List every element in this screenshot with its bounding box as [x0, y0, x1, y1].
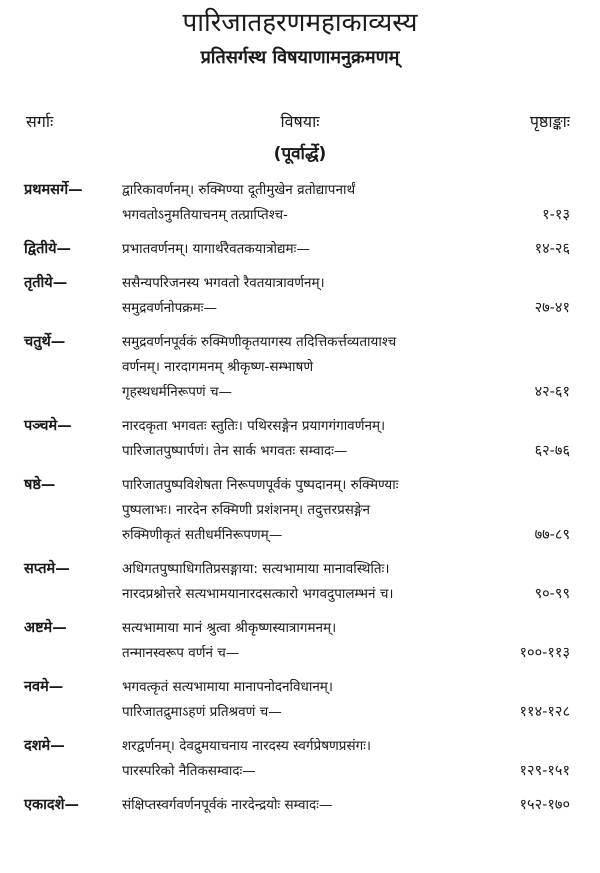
- subject-line: [0, 330, 600, 355]
- subject-text: शरद्वर्णनम्। देवद्रुमयाचनाय नारदस्य स्वर्गप्रेषणप्रसंगः।: [122, 738, 372, 754]
- contents-entry: [0, 271, 600, 321]
- subject-text: तन्मानस्वरूप वर्णनं च—: [122, 645, 240, 661]
- contents-entry: [0, 473, 600, 548]
- subject-text: पारिजातपुष्पविशेषता निरूपणपूर्वकं पुष्पदानम्। रुक्मिण्याः: [122, 477, 399, 493]
- page-range: ७७-८९: [534, 527, 570, 543]
- canto-label: पञ्चमे—: [24, 418, 72, 434]
- subject-text: समुद्रवर्णनपूर्वकं रुक्मिणीकृतयागस्य तदित्तिकर्त्तव्यतायाश्च: [122, 334, 397, 350]
- subject-text: पुष्पलाभः। नारदेन रुक्मिणी प्रशंशनम्। तदुत्तरप्रसङ्गेन: [122, 502, 370, 518]
- header-subject: विषयाः: [280, 112, 320, 131]
- canto-label: प्रथमसर्गे—: [24, 182, 83, 198]
- subject-line: [0, 380, 600, 405]
- subject-line: [0, 439, 600, 464]
- subject-line: [0, 734, 600, 759]
- subject-line: [0, 616, 600, 641]
- subject-line: [0, 700, 600, 725]
- subject-line: [0, 759, 600, 784]
- subject-line: [0, 178, 600, 203]
- canto-label: चतुर्थे—: [24, 334, 66, 350]
- subject-line: [0, 296, 600, 321]
- subject-line: [0, 414, 600, 439]
- subject-text: प्रभातवर्णनम्। यागार्थरैवतकयात्रोद्यमः—: [122, 241, 310, 257]
- header-page-numbers: पृष्ठाङ्काः: [529, 112, 570, 131]
- subject-line: [0, 271, 600, 296]
- contents-entry: [0, 734, 600, 784]
- canto-label: सप्तमे—: [24, 561, 70, 577]
- contents-entry: [0, 237, 600, 262]
- contents-entry: [0, 414, 600, 464]
- subject-line: [0, 523, 600, 548]
- page-range: ४२-६१: [534, 384, 570, 400]
- page-range: १४-२६: [534, 241, 570, 257]
- subject-text: ससैन्यपरिजनस्य भगवतो रैवतयात्रावर्णनम्।: [122, 275, 325, 291]
- canto-label: नवमे—: [24, 679, 64, 695]
- subject-line: [0, 355, 600, 380]
- subject-text: नारदप्रश्नोत्तरे सत्यभामयानारदसत्कारो भगवदुपालम्भनं च।: [122, 586, 394, 602]
- canto-label: एकादशे—: [24, 797, 79, 813]
- subject-line: [0, 641, 600, 666]
- canto-label: तृतीये—: [24, 275, 68, 291]
- header-canto: सर्गाः: [26, 112, 54, 131]
- subject-line: [0, 473, 600, 498]
- contents-list: [0, 178, 600, 827]
- subject-text: नारदकृता भगवतः स्तुतिः। पथिरसङ्गेन प्रयागगंगावर्णनम्।: [122, 418, 386, 434]
- subject-text: भगवत्कृतं सत्यभामाया मानापनोदनविधानम्।: [122, 679, 334, 695]
- contents-entry: [0, 178, 600, 228]
- contents-entry: [0, 675, 600, 725]
- contents-entry: [0, 330, 600, 405]
- section-heading: (पूर्वार्द्धे): [273, 144, 327, 164]
- subject-text: गृहस्थधर्मनिरूपणं च—: [122, 384, 233, 400]
- canto-label: षष्ठे—: [24, 477, 56, 493]
- subject-line: [0, 237, 600, 262]
- subject-text: पारस्परिको नैतिकसम्वादः—: [122, 763, 256, 779]
- canto-label: अष्टमे—: [24, 620, 67, 636]
- canto-label: दशमे—: [24, 738, 65, 754]
- page-range: ६२-७६: [534, 443, 570, 459]
- subject-text: अधिगतपुष्पाधिगतिप्रसङ्गाया: सत्यभामाया मानावस्थितिः।: [122, 561, 390, 577]
- subject-line: [0, 557, 600, 582]
- subject-line: [0, 203, 600, 228]
- subject-line: [0, 498, 600, 523]
- contents-entry: [0, 793, 600, 818]
- column-header-row: [0, 108, 600, 136]
- subject-line: [0, 793, 600, 818]
- page-subtitle: प्रतिसर्गस्थ विषयाणामनुक्रमणम्: [200, 47, 400, 68]
- subject-line: [0, 675, 600, 700]
- subject-text: सत्यभामाया मानं श्रुत्वा श्रीकृष्णस्यात्रागमनम्।: [122, 620, 337, 636]
- subject-text: भगवतोऽनुमतियाचनम् तत्प्राप्तिश्च-: [122, 207, 288, 223]
- subject-text: पारिजातपुष्पार्पणं। तेन सार्क भगवतः सम्वादः—: [122, 443, 348, 459]
- subject-text: पारिजातद्रुमाऽहणं प्रतिश्रवणं च—: [122, 704, 282, 720]
- page-range: ९०-९९: [534, 586, 570, 602]
- page-range: २७-४१: [534, 300, 570, 316]
- page-range: ११४-१२८: [519, 704, 570, 720]
- subject-text: समुद्रवर्णनोपक्रमः—: [122, 300, 217, 316]
- page-range: १५२-१७०: [519, 797, 570, 813]
- subject-text: द्वारिकावर्णनम्। रुक्मिण्या दूतीमुखेन व्रतोद्यापनार्थं: [122, 182, 356, 198]
- page-title: पारिजातहरणमहाकाव्यस्य: [182, 8, 418, 38]
- subject-text: वर्णनम्। नारदागमनम् श्रीकृष्ण-सम्भाषणे: [122, 359, 314, 375]
- page-range: १२९-१५१: [519, 763, 570, 779]
- canto-label: द्वितीये—: [24, 241, 72, 257]
- page-range: १००-११३: [519, 645, 570, 661]
- page-range: १-१३: [542, 207, 570, 223]
- contents-entry: [0, 616, 600, 666]
- subject-text: संक्षिप्तस्वर्गवर्णनपूर्वकं नारदेन्द्रयोः सम्वादः—: [122, 797, 333, 813]
- contents-entry: [0, 557, 600, 607]
- subject-line: [0, 582, 600, 607]
- subject-text: रुक्मिणीकृतं सतीधर्मनिरूपणम्—: [122, 527, 283, 543]
